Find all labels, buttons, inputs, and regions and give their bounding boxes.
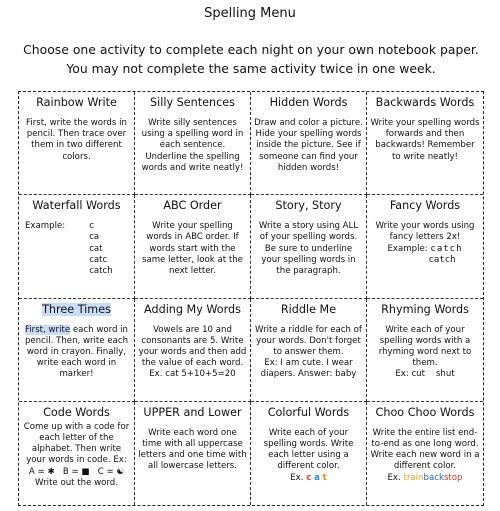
cell-body: First, write the words in pencil. Then trace over them in two different colors. xyxy=(26,118,127,162)
instructions: Choose one activity to complete each night on your own notebook paper. You may not complete the same activity twice in one week. xyxy=(23,42,479,76)
cell-title: Fancy Words xyxy=(389,199,461,213)
cell-title: Hidden Words xyxy=(269,96,348,109)
cell-title: Waterfall Words xyxy=(32,199,121,213)
cell-title: Rhyming Words xyxy=(381,302,469,316)
cell-text: Write out the word. xyxy=(35,477,118,488)
cell-body: Draw and color a picture. Hide your spelling words inside the picture. See if someone can find your hidden words! xyxy=(254,118,363,173)
cell-title: ABC Order xyxy=(163,199,222,213)
cell-three-times xyxy=(19,299,135,402)
highlighted-text: First, write xyxy=(24,324,71,335)
cell-adding-my-words xyxy=(135,299,251,402)
cell-text: Write a riddle for each of your words. Don't forget to answer them. xyxy=(255,324,362,357)
cell-code-words xyxy=(19,402,135,505)
cell-example: Ex: cut shut xyxy=(395,369,455,380)
cell-text: Come up with a code for each letter of the alphabet. Then write your words in code. Ex: xyxy=(23,421,130,466)
example-label: Example: xyxy=(387,243,428,254)
cell-body: Write each word one time with all uppercase letters and one time with all lowercase letters. xyxy=(138,427,247,472)
train-word-1: train xyxy=(403,472,424,483)
example-label: Example: xyxy=(25,221,66,232)
cell-text: each word in pencil. Then, write each word in crayon. Finally, write each word in marker! xyxy=(24,324,129,380)
cell-body: Write silly sentences using a spelling word in each sentence. Underline the spelling words and write neatly! xyxy=(141,118,244,173)
train-word-2: back xyxy=(423,472,444,483)
waterfall-word: c xyxy=(89,221,94,232)
cell-choo-choo-words xyxy=(367,402,483,505)
waterfall-word: ca xyxy=(89,232,100,243)
highlighted-title: Three Times xyxy=(42,302,111,316)
cell-title: Colorful Words xyxy=(267,405,350,419)
colored-letter-t: t xyxy=(322,472,327,483)
page-title: Spelling Menu xyxy=(204,6,296,21)
cell-example: Ex: I am cute. I wear diapers. Answer: baby xyxy=(260,358,357,380)
cell-hidden-words xyxy=(251,92,367,195)
cell-example xyxy=(254,473,363,484)
cell-body xyxy=(254,325,363,381)
cell-text: Write each of your spelling words. Write each letter using a different color. xyxy=(263,427,354,472)
cell-body: Write your spelling words in ABC order. If words start with the same letter, look at the next letter. xyxy=(142,221,243,277)
cell-rhyming-words xyxy=(367,299,483,402)
cell-title: Adding My Words xyxy=(144,302,241,316)
cell-silly-sentences xyxy=(135,92,251,195)
cell-fancy-words xyxy=(367,195,483,298)
cell-text: Write each of your spelling words with a rhyming word next to them. xyxy=(378,324,472,369)
waterfall-word: catc xyxy=(89,254,108,265)
cell-text: Vowels are 10 and consonants are 5. Write your words and then add the value of each word. xyxy=(138,324,247,369)
example-label: Ex. xyxy=(290,472,304,483)
cell-title: Silly Sentences xyxy=(150,96,235,109)
cell-body xyxy=(254,428,363,484)
cell-title: Choo Choo Words xyxy=(375,405,475,419)
cell-text: Write your words using fancy letters 2x! xyxy=(375,221,475,243)
cell-colorful-words xyxy=(251,402,367,505)
cell-title: UPPER and Lower xyxy=(143,405,242,419)
menu-grid xyxy=(18,91,484,506)
cell-body xyxy=(22,221,131,277)
cell-story-story xyxy=(251,195,367,298)
waterfall-list xyxy=(75,221,113,277)
cell-text: Write the entire list end-to-end as one long word. Write each new word in a different color. xyxy=(370,427,480,472)
cell-title: Story, Story xyxy=(275,199,342,213)
fancy-example xyxy=(370,244,480,255)
train-word-3: stop xyxy=(443,472,463,483)
cell-body: Write your spelling words forwards and then backwards! Remember to write neatly! xyxy=(370,118,480,162)
cell-body xyxy=(370,325,480,381)
fancy-word-2: catch xyxy=(428,254,456,265)
waterfall-word: cat xyxy=(89,243,103,254)
cell-title: Code Words xyxy=(43,405,110,419)
cell-body xyxy=(370,221,480,266)
cell-waterfall-words xyxy=(19,195,135,298)
code-example: A = ✱ B = ■ C = ☯ xyxy=(28,466,125,477)
colored-letter-a: a xyxy=(314,472,320,483)
cell-abc-order xyxy=(135,195,251,298)
cell-backwards-words xyxy=(367,92,483,195)
cell-upper-and-lower xyxy=(135,402,251,505)
cell-body xyxy=(138,325,247,381)
cell-body xyxy=(22,325,131,381)
cell-title xyxy=(22,302,131,317)
waterfall-word: catch xyxy=(89,266,113,277)
cell-body xyxy=(22,422,131,489)
example-label: Ex. xyxy=(387,472,401,483)
cell-body xyxy=(370,428,480,484)
cell-title: Rainbow Write xyxy=(36,96,117,109)
cell-body: Write a story using ALL of your spelling words. Be sure to underline your spelling words in the paragraph. xyxy=(258,221,359,277)
cell-example: Ex. cat 5+10+5=20 xyxy=(149,369,236,380)
cell-title: Backwards Words xyxy=(375,96,475,109)
cell-rainbow-write xyxy=(19,92,135,195)
colored-letter-c: c xyxy=(306,472,312,483)
cell-title: Riddle Me xyxy=(280,302,337,316)
fancy-word-1: catch xyxy=(430,243,463,254)
cell-riddle-me xyxy=(251,299,367,402)
cell-example xyxy=(370,473,480,484)
